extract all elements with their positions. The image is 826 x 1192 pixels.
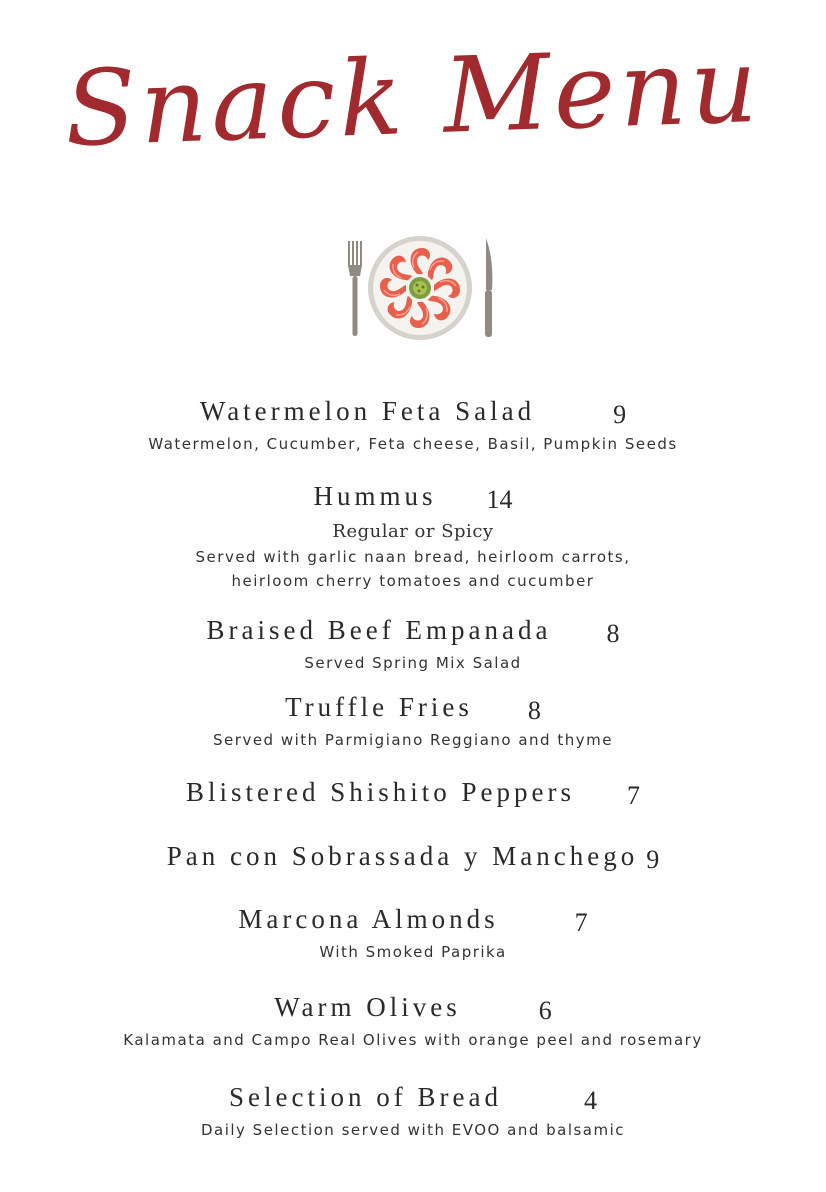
plate-icon (368, 236, 472, 340)
item-name: Truffle Fries (285, 692, 473, 722)
item-description: Daily Selection served with EVOO and balsamic (200, 1121, 626, 1139)
menu-item-header (0, 1080, 826, 1118)
item-description: Served with Parmigiano Reggiano and thyme (213, 731, 613, 749)
item-price: 7 (627, 781, 640, 810)
menu-item-header (0, 613, 826, 651)
item-price: 6 (538, 996, 552, 1025)
item-price: 14 (486, 485, 513, 514)
menu-item-header (0, 839, 826, 877)
item-name: Warm Olives (274, 992, 461, 1022)
menu-item (0, 690, 826, 752)
menu-item (0, 479, 826, 593)
item-subtitle: Regular or Spicy (332, 521, 494, 542)
item-price: 8 (606, 619, 620, 648)
item-name: Marcona Almonds (238, 904, 499, 934)
item-name: Selection of Bread (229, 1082, 502, 1112)
item-name: Watermelon Feta Salad (199, 396, 536, 426)
menu-item-header (0, 902, 826, 940)
menu-item-header (0, 990, 826, 1028)
item-price: 9 (613, 400, 627, 429)
menu-item-header (0, 479, 826, 517)
item-price: 4 (583, 1086, 597, 1115)
knife-icon (485, 238, 492, 337)
item-description: Served Spring Mix Salad (304, 654, 522, 672)
item-description: heirloom cherry tomatoes and cucumber (231, 572, 595, 590)
menu-item (0, 1080, 826, 1142)
menu-item (0, 990, 826, 1052)
menu-item (0, 775, 826, 813)
plate-with-fork-and-knife-icon (340, 232, 500, 344)
item-price: 8 (527, 696, 541, 725)
menu-item-header (0, 394, 826, 432)
item-name: Pan con Sobrassada y Manchego (166, 841, 639, 871)
menu-item-header (0, 690, 826, 728)
item-description: Served with garlic naan bread, heirloom carrots, (195, 548, 631, 566)
item-description: Watermelon, Cucumber, Feta cheese, Basil, Pumpkin Seeds (148, 435, 678, 453)
menu-item (0, 839, 826, 877)
item-price: 7 (574, 908, 588, 937)
menu-item (0, 902, 826, 964)
item-description: Kalamata and Campo Real Olives with orange peel and rosemary (123, 1031, 703, 1049)
item-description: With Smoked Paprika (319, 943, 507, 961)
menu-title: Snack Menu (62, 23, 764, 171)
item-name: Blistered Shishito Peppers (186, 777, 575, 807)
item-name: Hummus (313, 481, 437, 511)
menu-item (0, 394, 826, 456)
menu-item-header (0, 775, 826, 813)
item-name: Braised Beef Empanada (206, 615, 552, 645)
item-price: 9 (646, 845, 660, 874)
fork-icon (348, 241, 362, 336)
menu-item (0, 613, 826, 675)
